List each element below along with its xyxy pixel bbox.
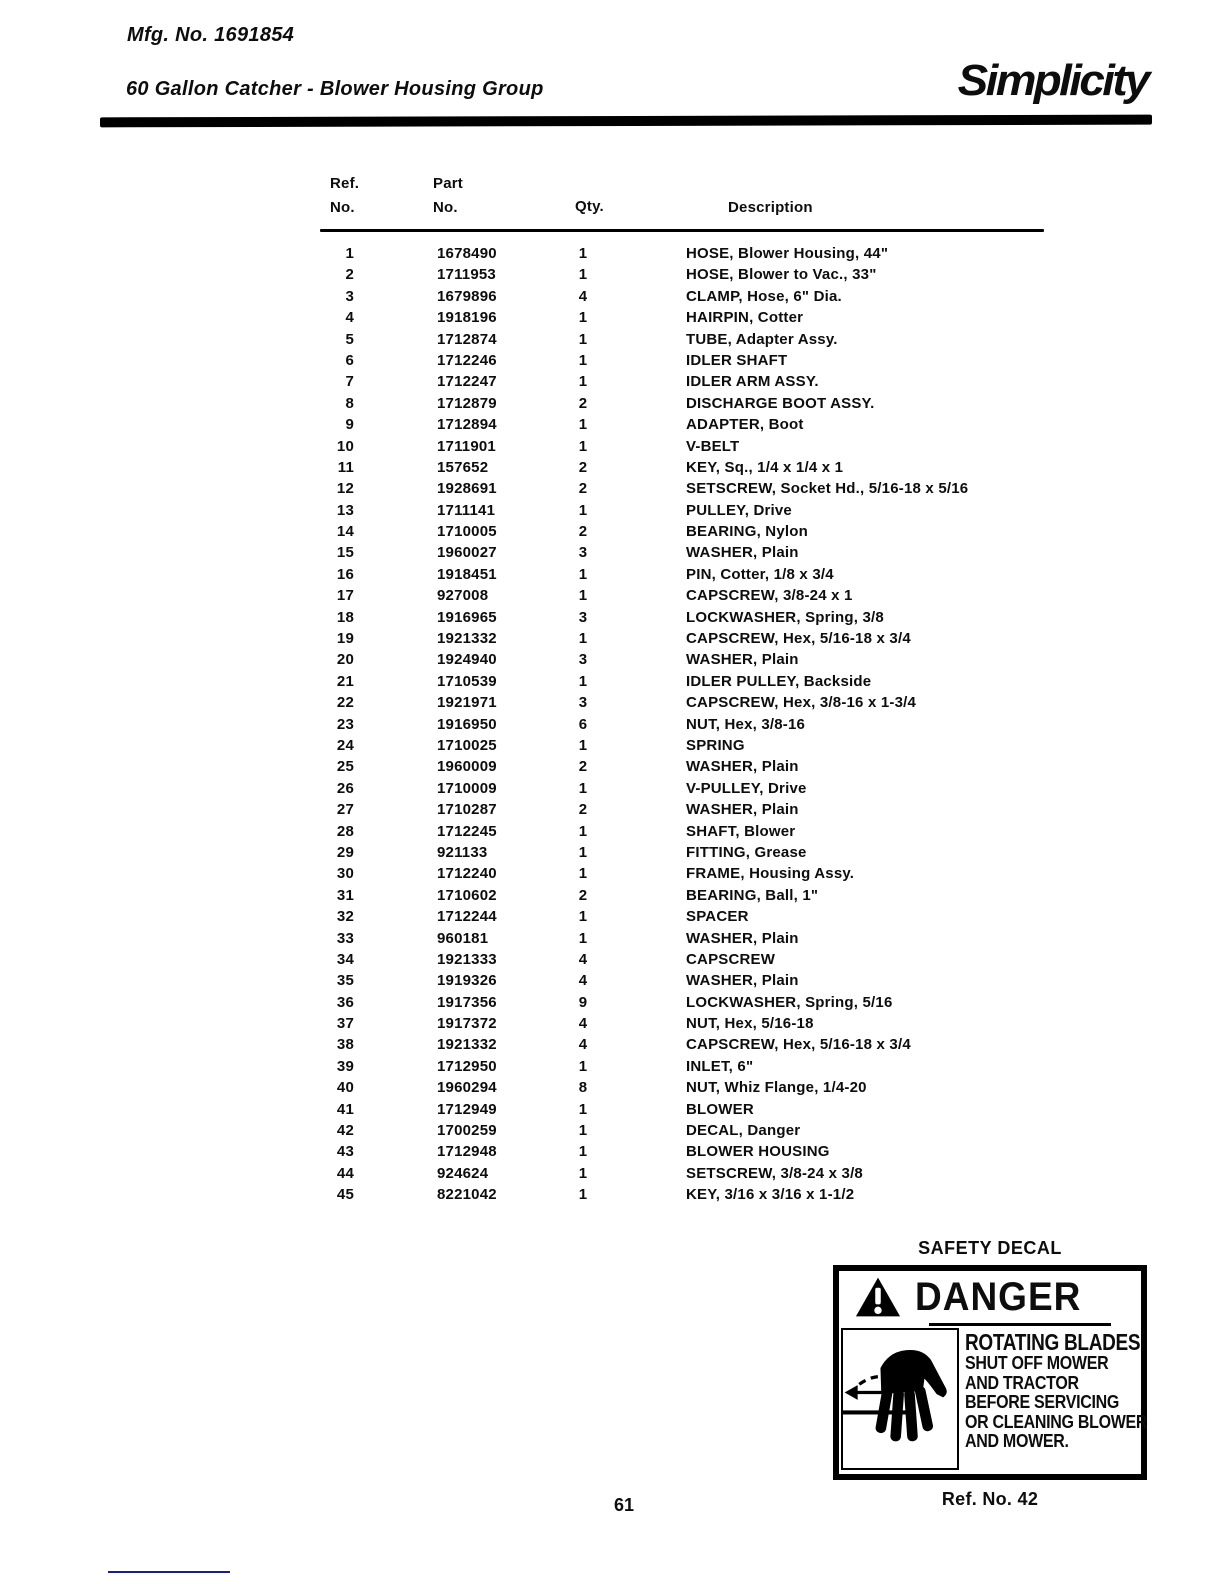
ref-no-cell: 36: [336, 993, 354, 1011]
part-no-cell: 1678490: [437, 245, 497, 262]
table-row: [320, 1184, 1044, 1205]
ref-no-cell: 8: [345, 394, 354, 412]
table-row: [320, 1141, 1044, 1162]
qty-cell: 3: [578, 544, 588, 562]
description-cell: INLET, 6": [686, 1057, 754, 1075]
description-cell: NUT, Hex, 3/8-16: [686, 715, 806, 733]
qty-cell: 1: [578, 351, 588, 369]
qty-cell: 1: [578, 1164, 588, 1182]
part-no-cell: 1918196: [437, 309, 497, 327]
description-cell: IDLER PULLEY, Backside: [686, 672, 872, 690]
ref-no-cell: 29: [336, 843, 354, 861]
description-cell: CAPSCREW: [686, 950, 776, 968]
ref-no-cell: 4: [345, 309, 354, 327]
part-no-cell: 1712894: [437, 416, 497, 434]
ref-no-cell: 10: [336, 437, 354, 455]
part-no-cell: 1679896: [437, 287, 497, 305]
part-no-cell: 1712874: [437, 330, 497, 348]
description-cell: WASHER, Plain: [686, 544, 799, 562]
qty-cell: 1: [578, 587, 588, 605]
safety-decal-label: SAFETY DECAL: [918, 1238, 1062, 1258]
description-cell: SPACER: [686, 908, 749, 926]
ref-no-cell: 17: [336, 587, 354, 605]
table-row: [320, 949, 1044, 970]
description-cell: SPRING: [686, 736, 745, 754]
ref-no-cell: 20: [336, 651, 354, 669]
danger-decal: [833, 1265, 1147, 1480]
part-no-cell: 1712247: [437, 373, 497, 391]
table-row: [320, 350, 1044, 371]
warning-triangle-icon: [855, 1276, 901, 1318]
description-cell: FRAME, Housing Assy.: [686, 865, 855, 883]
qty-cell: 1: [578, 672, 588, 690]
qty-cell: 1: [578, 565, 588, 583]
part-no-cell: 1921332: [437, 1036, 497, 1054]
ref-no-cell: 25: [336, 758, 354, 776]
ref-no-cell: 35: [336, 972, 354, 990]
table-row: [320, 863, 1044, 884]
qty-cell: 3: [578, 608, 588, 626]
table-row: [320, 1163, 1044, 1184]
ref-no-cell: 23: [336, 715, 354, 733]
part-no-cell: 1710025: [437, 736, 497, 754]
table-row: [320, 628, 1044, 649]
ref-no-cell: 28: [336, 822, 354, 840]
part-no-cell: 1712950: [437, 1057, 497, 1075]
table-row: [320, 842, 1044, 863]
table-row: [320, 735, 1044, 756]
page-number: 61: [614, 1495, 635, 1515]
part-no-cell: 1921333: [437, 950, 497, 968]
table-row: [320, 970, 1044, 991]
danger-headline: ROTATING BLADES: [965, 1331, 1141, 1357]
part-no-cell: 921133: [437, 843, 488, 861]
table-row: [320, 436, 1044, 457]
table-row: [320, 1120, 1044, 1141]
table-row: [320, 500, 1044, 521]
description-cell: CAPSCREW, Hex, 5/16-18 x 3/4: [686, 630, 911, 648]
qty-cell: 2: [578, 458, 588, 476]
description-cell: CAPSCREW, Hex, 5/16-18 x 3/4: [686, 1036, 911, 1054]
description-cell: CLAMP, Hose, 6" Dia.: [686, 287, 842, 305]
description-cell: HAIRPIN, Cotter: [686, 309, 804, 327]
table-row: [320, 243, 1044, 264]
ref-no-cell: 31: [336, 886, 354, 904]
ref-no-cell: 34: [336, 950, 354, 968]
column-header-description: Description: [728, 199, 813, 216]
part-no-cell: 1917356: [437, 993, 497, 1011]
qty-cell: 4: [578, 1036, 588, 1054]
table-row: [320, 414, 1044, 435]
qty-cell: 1: [578, 1057, 588, 1075]
qty-cell: 1: [578, 245, 588, 262]
description-cell: IDLER ARM ASSY.: [686, 373, 819, 391]
part-no-cell: 960181: [437, 929, 489, 947]
qty-cell: 1: [578, 843, 588, 861]
part-no-cell: 1960009: [437, 758, 497, 776]
table-row: [320, 521, 1044, 542]
qty-cell: 1: [578, 1122, 588, 1140]
parts-table-header: [320, 172, 1044, 226]
qty-cell: 2: [578, 480, 588, 498]
description-cell: WASHER, Plain: [686, 972, 799, 990]
table-header-rule: [320, 229, 1044, 232]
qty-cell: 3: [578, 694, 588, 712]
ref-no-cell: 41: [336, 1100, 354, 1118]
description-cell: V-BELT: [686, 437, 740, 455]
description-cell: LOCKWASHER, Spring, 3/8: [686, 608, 884, 626]
table-row: [320, 1099, 1044, 1120]
part-no-cell: 1712949: [437, 1100, 497, 1118]
qty-cell: 4: [578, 950, 588, 968]
table-row: [320, 286, 1044, 307]
qty-cell: 2: [578, 758, 588, 776]
part-no-cell: 1916965: [437, 608, 497, 626]
qty-cell: 1: [578, 736, 588, 754]
table-row: [320, 585, 1044, 606]
hand-blade-icon: [843, 1330, 957, 1468]
part-no-cell: 1710287: [437, 801, 497, 819]
ref-no-cell: 9: [345, 416, 354, 434]
ref-no-cell: 13: [336, 501, 354, 519]
column-header-part-no: Part No.: [433, 175, 463, 216]
qty-cell: 8: [578, 1079, 588, 1097]
description-cell: KEY, Sq., 1/4 x 1/4 x 1: [686, 458, 844, 476]
danger-text-line: AND MOWER.: [965, 1432, 1069, 1452]
part-no-cell: 157652: [437, 458, 489, 476]
part-no-cell: 1712245: [437, 822, 497, 840]
qty-cell: 2: [578, 801, 588, 819]
table-row: [320, 1013, 1044, 1034]
qty-cell: 1: [578, 908, 588, 926]
ref-no-cell: 44: [336, 1164, 354, 1182]
description-cell: SHAFT, Blower: [686, 822, 796, 840]
qty-cell: 6: [578, 715, 588, 733]
qty-cell: 1: [578, 373, 588, 391]
column-header-qty: Qty.: [575, 198, 604, 215]
table-row: [320, 393, 1044, 414]
description-cell: DISCHARGE BOOT ASSY.: [686, 394, 875, 412]
ref-no-cell: 14: [336, 523, 354, 541]
danger-text-line: BEFORE SERVICING: [965, 1393, 1120, 1413]
part-no-cell: 1712246: [437, 351, 497, 369]
danger-text-line: OR CLEANING BLOWER: [965, 1412, 1148, 1433]
qty-cell: 4: [578, 1015, 588, 1033]
brand-logo: Simplicity: [957, 56, 1148, 105]
part-no-cell: 1711901: [437, 437, 496, 455]
qty-cell: 1: [578, 779, 588, 797]
ref-no-cell: 40: [336, 1079, 354, 1097]
ref-no-cell: 2: [345, 266, 354, 284]
qty-cell: 1: [578, 330, 588, 348]
part-no-cell: 1918451: [437, 565, 497, 583]
table-row: [320, 307, 1044, 328]
table-row: [320, 885, 1044, 906]
part-no-cell: 1710539: [437, 672, 497, 690]
description-cell: IDLER SHAFT: [686, 351, 788, 369]
table-row: [320, 264, 1044, 285]
description-cell: FITTING, Grease: [686, 843, 807, 861]
ref-no-cell: 24: [336, 736, 354, 754]
description-cell: WASHER, Plain: [686, 651, 799, 669]
qty-cell: 2: [578, 523, 588, 541]
ref-no-cell: 30: [336, 865, 354, 883]
danger-text-block: [965, 1328, 1148, 1470]
table-row: [320, 564, 1044, 585]
qty-cell: 2: [578, 886, 588, 904]
qty-cell: 1: [578, 416, 588, 434]
part-no-cell: 1710009: [437, 779, 497, 797]
description-cell: HOSE, Blower to Vac., 33": [686, 266, 877, 284]
ref-no-cell: 12: [336, 480, 354, 498]
ref-no-cell: 15: [336, 544, 354, 562]
ref-no-cell: 37: [336, 1015, 354, 1033]
footer-blue-line: [108, 1571, 230, 1573]
danger-header: [839, 1271, 1141, 1323]
ref-no-cell: 19: [336, 630, 354, 648]
qty-cell: 1: [578, 501, 588, 519]
description-cell: NUT, Hex, 5/16-18: [686, 1015, 814, 1033]
ref-no-cell: 33: [336, 929, 354, 947]
parts-table-body: [320, 243, 1044, 1206]
table-row: [320, 607, 1044, 628]
ref-no-cell: 5: [345, 330, 354, 348]
description-cell: NUT, Whiz Flange, 1/4-20: [686, 1079, 867, 1097]
ref-no-cell: 45: [336, 1186, 354, 1204]
qty-cell: 1: [578, 865, 588, 883]
danger-body: [839, 1326, 1148, 1474]
qty-cell: 4: [578, 972, 588, 990]
ref-no-cell: 32: [336, 908, 354, 926]
description-cell: ADAPTER, Boot: [686, 416, 804, 434]
danger-word: DANGER: [915, 1274, 1082, 1319]
description-cell: BEARING, Ball, 1": [686, 886, 819, 904]
table-row: [320, 1034, 1044, 1055]
ref-no-cell: 3: [345, 287, 354, 305]
description-cell: BLOWER: [686, 1100, 754, 1118]
decal-ref-caption: Ref. No. 42: [941, 1489, 1039, 1509]
safety-decal-section: [833, 1238, 1147, 1510]
parts-table: [320, 172, 1044, 1206]
part-no-cell: 1712879: [437, 394, 497, 412]
description-cell: WASHER, Plain: [686, 801, 799, 819]
part-no-cell: 1700259: [437, 1122, 497, 1140]
table-row: [320, 778, 1044, 799]
ref-no-cell: 6: [345, 351, 354, 369]
table-row: [320, 799, 1044, 820]
qty-cell: 4: [578, 287, 588, 305]
qty-cell: 1: [578, 630, 588, 648]
ref-no-cell: 27: [336, 801, 354, 819]
ref-no-cell: 26: [336, 779, 354, 797]
qty-cell: 9: [578, 993, 588, 1011]
ref-no-cell: 1: [345, 245, 354, 262]
table-row: [320, 1077, 1044, 1098]
part-no-cell: 1710602: [437, 886, 497, 904]
qty-cell: 3: [578, 651, 588, 669]
part-no-cell: 924624: [437, 1164, 489, 1182]
qty-cell: 1: [578, 822, 588, 840]
part-no-cell: 1712948: [437, 1143, 497, 1161]
qty-cell: 1: [578, 1186, 588, 1204]
description-cell: PULLEY, Drive: [686, 501, 792, 519]
mfg-number: Mfg. No. 1691854: [127, 24, 295, 46]
table-row: [320, 906, 1044, 927]
part-no-cell: 1916950: [437, 715, 497, 733]
qty-cell: 1: [578, 309, 588, 327]
ref-no-cell: 11: [337, 458, 354, 476]
table-row: [320, 329, 1044, 350]
qty-cell: 1: [578, 929, 588, 947]
description-cell: KEY, 3/16 x 3/16 x 1-1/2: [686, 1186, 855, 1204]
description-cell: PIN, Cotter, 1/8 x 3/4: [686, 565, 834, 583]
qty-cell: 1: [578, 1143, 588, 1161]
description-cell: TUBE, Adapter Assy.: [686, 330, 838, 348]
part-no-cell: 1712240: [437, 865, 497, 883]
description-cell: HOSE, Blower Housing, 44": [686, 245, 889, 262]
table-row: [320, 478, 1044, 499]
part-no-cell: 1924940: [437, 651, 497, 669]
table-row: [320, 692, 1044, 713]
column-header-ref-no: Ref. No.: [330, 175, 360, 216]
part-no-cell: 1917372: [437, 1015, 497, 1033]
part-no-cell: 1712244: [437, 908, 497, 926]
qty-cell: 1: [578, 437, 588, 455]
table-row: [320, 756, 1044, 777]
qty-cell: 1: [578, 1100, 588, 1118]
ref-no-cell: 43: [336, 1143, 354, 1161]
description-cell: V-PULLEY, Drive: [686, 779, 807, 797]
table-row: [320, 542, 1044, 563]
description-cell: DECAL, Danger: [686, 1122, 801, 1140]
description-cell: BEARING, Nylon: [686, 523, 808, 541]
part-no-cell: 8221042: [437, 1186, 497, 1204]
danger-text-line: SHUT OFF MOWER: [965, 1354, 1109, 1374]
ref-no-cell: 39: [336, 1057, 354, 1075]
part-no-cell: 1960027: [437, 544, 497, 562]
description-cell: SETSCREW, 3/8-24 x 3/8: [686, 1164, 863, 1182]
table-row: [320, 928, 1044, 949]
ref-no-cell: 38: [336, 1036, 354, 1054]
part-no-cell: 1921971: [437, 694, 497, 712]
page-title: 60 Gallon Catcher - Blower Housing Group: [126, 78, 544, 100]
table-row: [320, 649, 1044, 670]
part-no-cell: 1928691: [437, 480, 497, 498]
ref-no-cell: 16: [336, 565, 354, 583]
table-row: [320, 714, 1044, 735]
description-cell: WASHER, Plain: [686, 929, 799, 947]
qty-cell: 1: [578, 266, 588, 284]
part-no-cell: 1711953: [437, 266, 496, 284]
table-row: [320, 371, 1044, 392]
description-cell: CAPSCREW, Hex, 3/8-16 x 1-3/4: [686, 694, 917, 712]
part-no-cell: 1960294: [437, 1079, 497, 1097]
part-no-cell: 927008: [437, 587, 489, 605]
description-cell: LOCKWASHER, Spring, 5/16: [686, 993, 893, 1011]
description-cell: BLOWER HOUSING: [686, 1143, 830, 1161]
table-row: [320, 1056, 1044, 1077]
description-cell: CAPSCREW, 3/8-24 x 1: [686, 587, 853, 605]
ref-no-cell: 21: [336, 672, 354, 690]
qty-cell: 2: [578, 394, 588, 412]
description-cell: WASHER, Plain: [686, 758, 799, 776]
hand-pane: [841, 1328, 959, 1470]
ref-no-cell: 7: [345, 373, 354, 391]
danger-text-line: AND TRACTOR: [965, 1373, 1079, 1394]
part-no-cell: 1710005: [437, 523, 497, 541]
table-row: [320, 671, 1044, 692]
part-no-cell: 1711141: [437, 501, 496, 519]
table-row: [320, 821, 1044, 842]
ref-no-cell: 22: [336, 694, 354, 712]
ref-no-cell: 42: [336, 1122, 354, 1140]
part-no-cell: 1919326: [437, 972, 497, 990]
part-no-cell: 1921332: [437, 630, 497, 648]
description-cell: SETSCREW, Socket Hd., 5/16-18 x 5/16: [686, 480, 969, 498]
table-row: [320, 992, 1044, 1013]
table-row: [320, 457, 1044, 478]
ref-no-cell: 18: [336, 608, 354, 626]
header-divider: [100, 115, 1152, 128]
